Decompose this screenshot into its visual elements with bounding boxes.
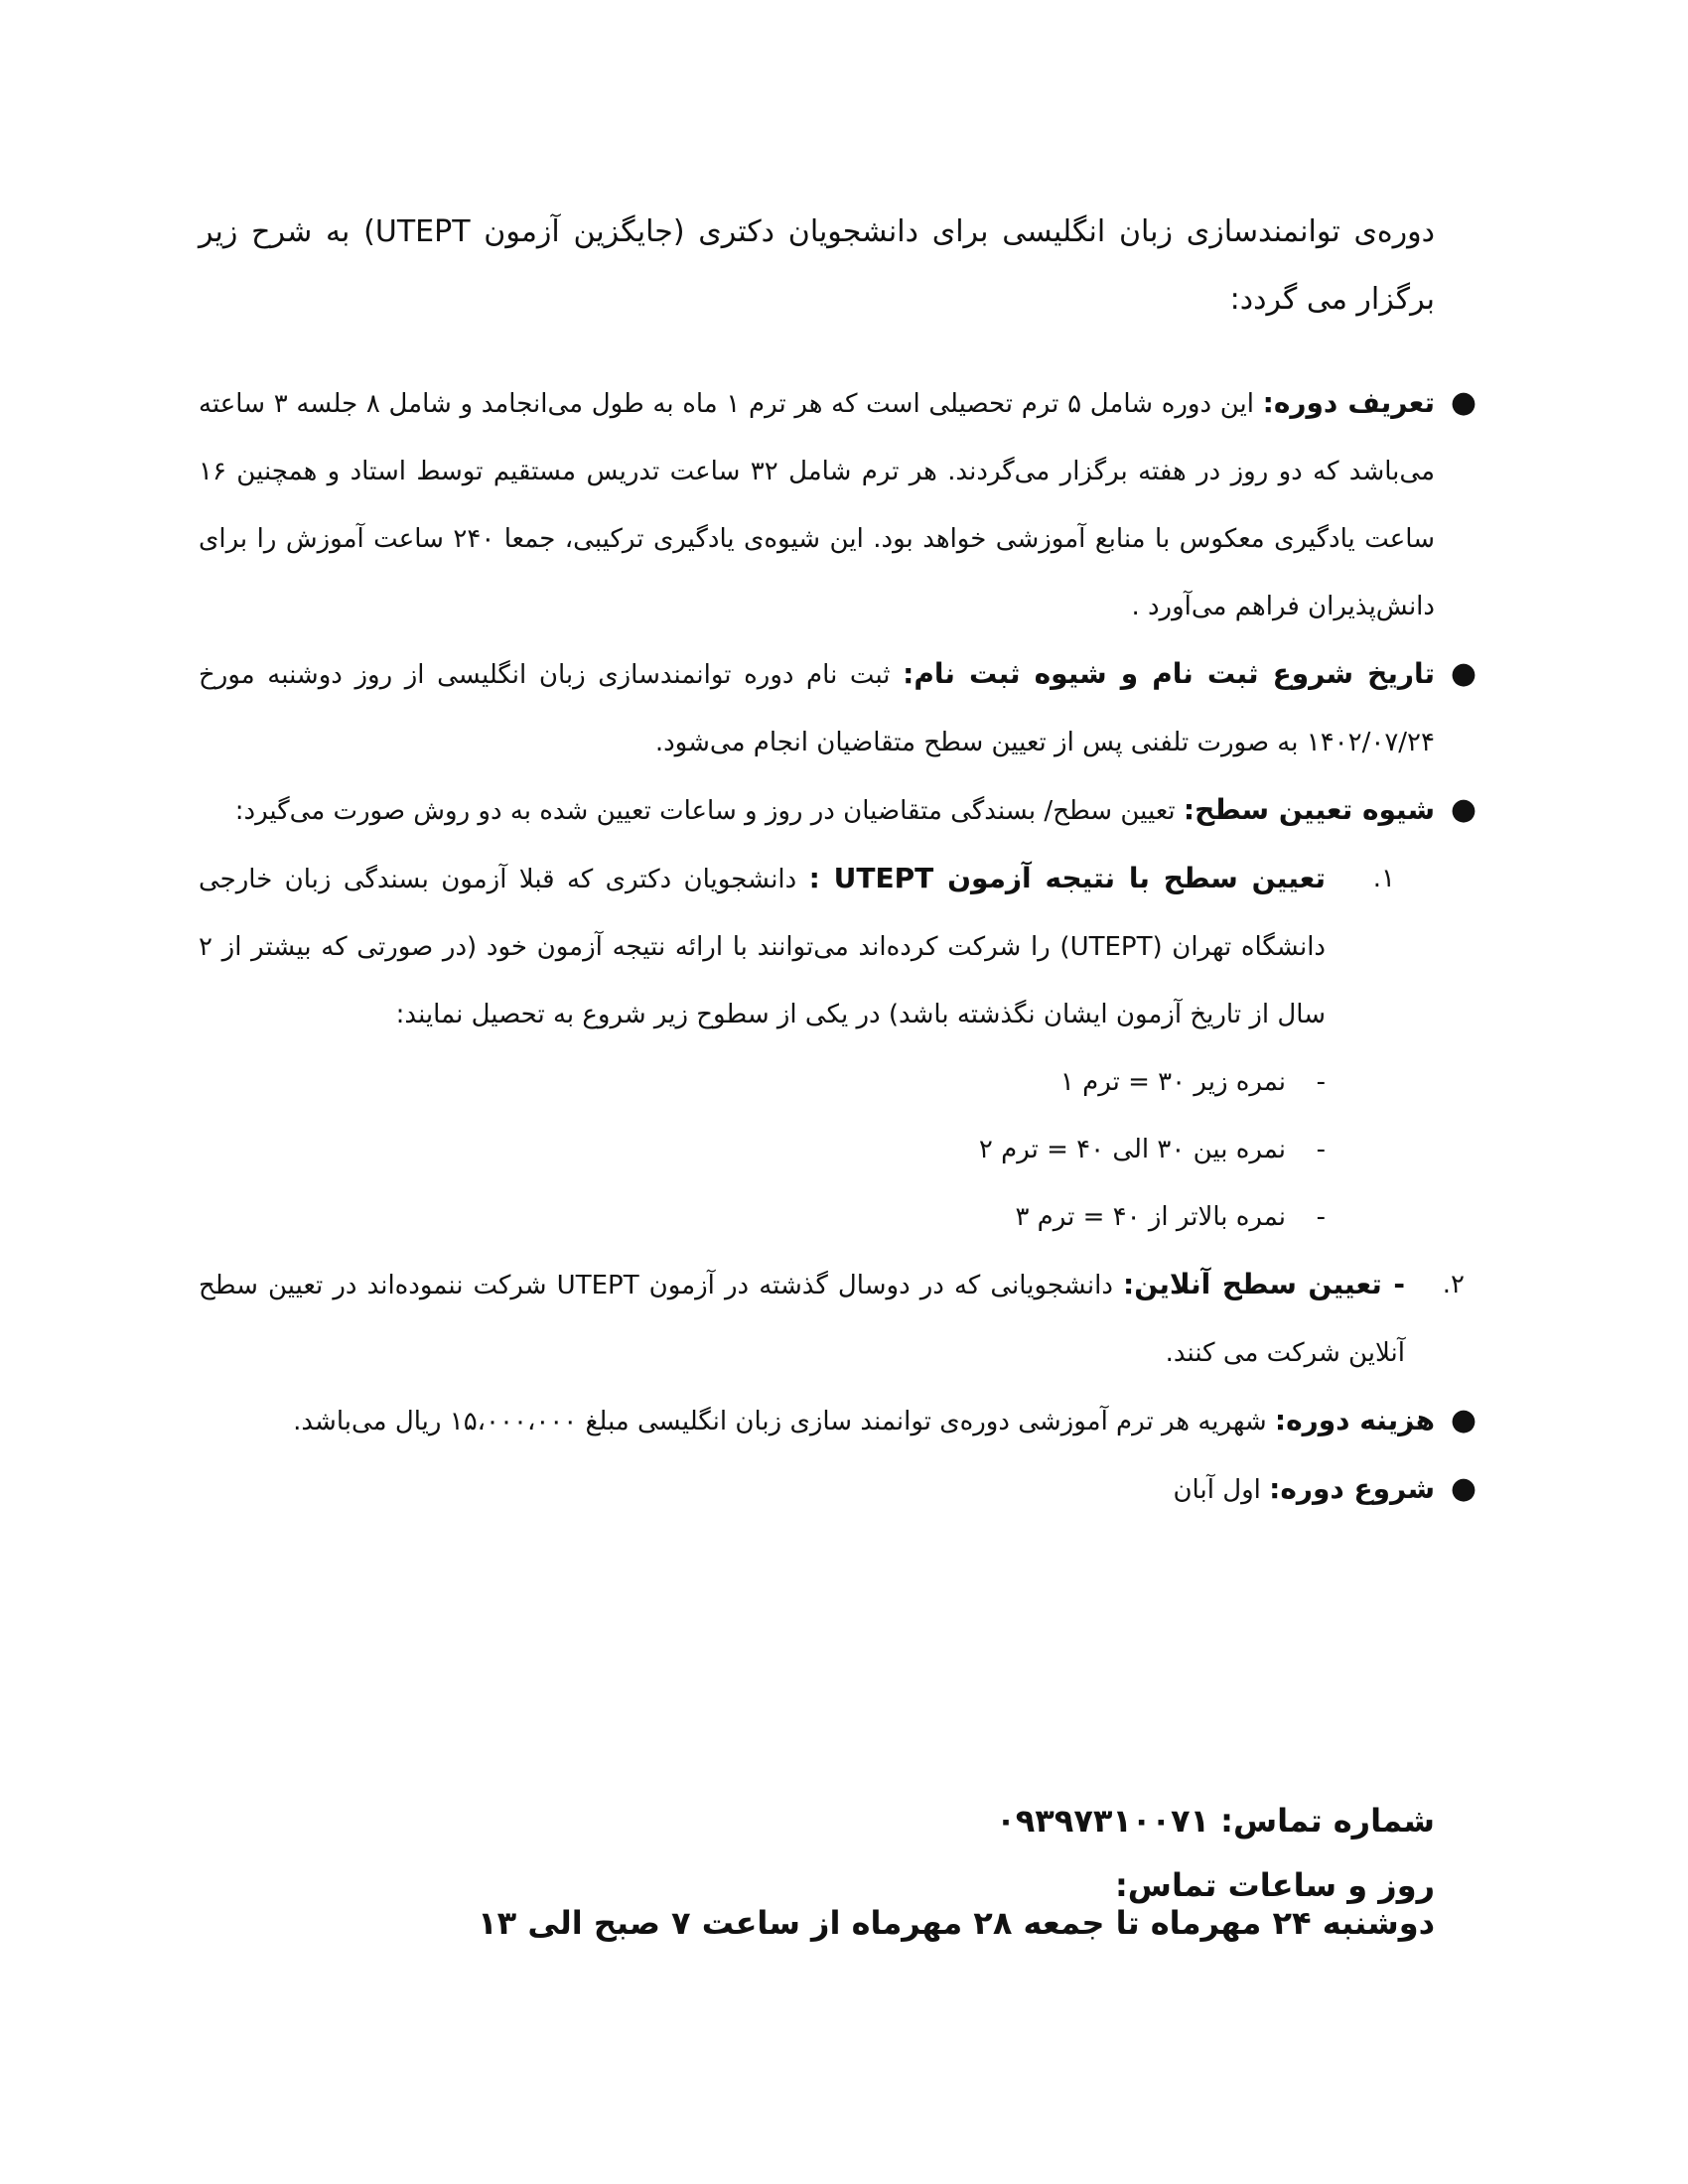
method-number: ۱. [1372,864,1395,893]
dash-marker: - [1316,1202,1326,1232]
bullet-icon: ● [1450,1471,1477,1506]
hours-text: دوشنبه ۲۴ مهرماه تا جمعه ۲۸ مهرماه از ساعت ۷ صبح الی ۱۳ [478,1904,1435,1942]
phone-label: شماره تماس: [1220,1802,1435,1840]
score-level-text: نمره زیر ۳۰ = ترم ۱ [1059,1067,1286,1097]
registration-item [199,640,1477,776]
contact-phone-line [199,1802,1435,1840]
method-title: - تعیین سطح آنلاین: [1123,1268,1405,1300]
fee-text: شهریه هر ترم آموزشی دوره‌ی توانمند سازی زبان انگلیسی مبلغ ۱۵،۰۰۰،۰۰۰ ریال می‌باشد. [293,1407,1275,1436]
placement-methods-list [199,845,1465,1387]
bullet-icon: ● [1450,1403,1477,1437]
hours-label: روز و ساعات تماس: [1115,1866,1435,1904]
course-definition-title: تعریف دوره: [1262,386,1435,419]
fee-title: هزینه دوره: [1274,1404,1435,1436]
score-level-item [199,1048,1326,1116]
course-definition-item [199,369,1477,640]
fee-item [199,1387,1477,1455]
start-title: شروع دوره: [1269,1472,1435,1505]
registration-text: ثبت نام دوره توانمندسازی زبان انگلیسی از روز دوشنبه مورخ ۱۴۰۲/۰۷/۲۴ به صورت تلفنی پس از تعیین سطح متقاضیان انجام می‌شود. [199,660,1435,757]
contact-hours-line [199,1866,1435,1942]
intro-paragraph: دوره‌ی توانمندسازی زبان انگلیسی برای دانشجویان دکتری (جایگزین آزمون UTEPT) به شرح زیر برگزار می گردد: [199,214,1435,317]
placement-method-utept [199,845,1395,1251]
score-level-text: نمره بالاتر از ۴۰ = ترم ۳ [1015,1202,1286,1232]
method-text: دانشجویانی که در دوسال گذشته در آزمون UTEPT شرکت ننموده‌اند در تعیین سطح آنلاین شرکت می کنند. [199,1271,1405,1368]
score-level-text: نمره بین ۳۰ الی ۴۰ = ترم ۲ [978,1135,1286,1164]
dash-marker: - [1316,1067,1326,1097]
start-item [199,1455,1477,1524]
score-level-item [199,1183,1326,1251]
method-number: ۲. [1442,1270,1465,1299]
placement-title: شیوه تعیین سطح: [1183,793,1435,826]
placement-text: تعیین سطح/ بسندگی متقاضیان در روز و ساعات تعیین شده به دو روش صورت می‌گیرد: [234,796,1184,826]
start-text: اول آبان [1173,1475,1270,1505]
method-title: تعیین سطح با نتیجه آزمون UTEPT : [808,862,1326,894]
registration-title: تاریخ شروع ثبت نام و شیوه ثبت نام: [903,657,1435,690]
phone-number: ۰۹۳۹۷۳۱۰۰۷۱ [996,1802,1210,1840]
placement-item [199,776,1477,1387]
bullet-icon: ● [1450,385,1477,420]
dash-marker: - [1316,1135,1326,1164]
method-text: دانشجویان دکتری که قبلا آزمون بسندگی زبان خارجی دانشگاه تهران (UTEPT) را شرکت کرده‌اند می‌توانند با ارائه نتیجه آزمون خود (در صورتی که بیشتر از ۲ سال از تاریخ آزمون ایشان نگذشته باشد) در یکی از سطوح زیر شروع به تحصیل نمایند: [199,865,1326,1029]
placement-method-online [199,1251,1465,1387]
bullet-icon: ● [1450,792,1477,827]
score-level-item [199,1116,1326,1183]
score-levels-list [199,1048,1326,1251]
course-definition-text: این دوره شامل ۵ ترم تحصیلی است که هر ترم ۱ ماه به طول می‌انجامد و شامل ۸ جلسه ۳ ساعته می‌باشد که دو روز در هفته برگزار می‌گردند. هر ترم شامل ۳۲ ساعت تدریس مستقیم توسط استاد و همچنین ۱۶ ساعت یادگیری معکوس با منابع آموزشی خواهد بود. این شیوه‌ی یادگیری ترکیبی، جمعا ۲۴۰ ساعت آموزش را برای دانش‌پذیران فراهم می‌آورد . [199,389,1436,621]
info-list [199,369,1477,1524]
bullet-icon: ● [1450,656,1477,691]
